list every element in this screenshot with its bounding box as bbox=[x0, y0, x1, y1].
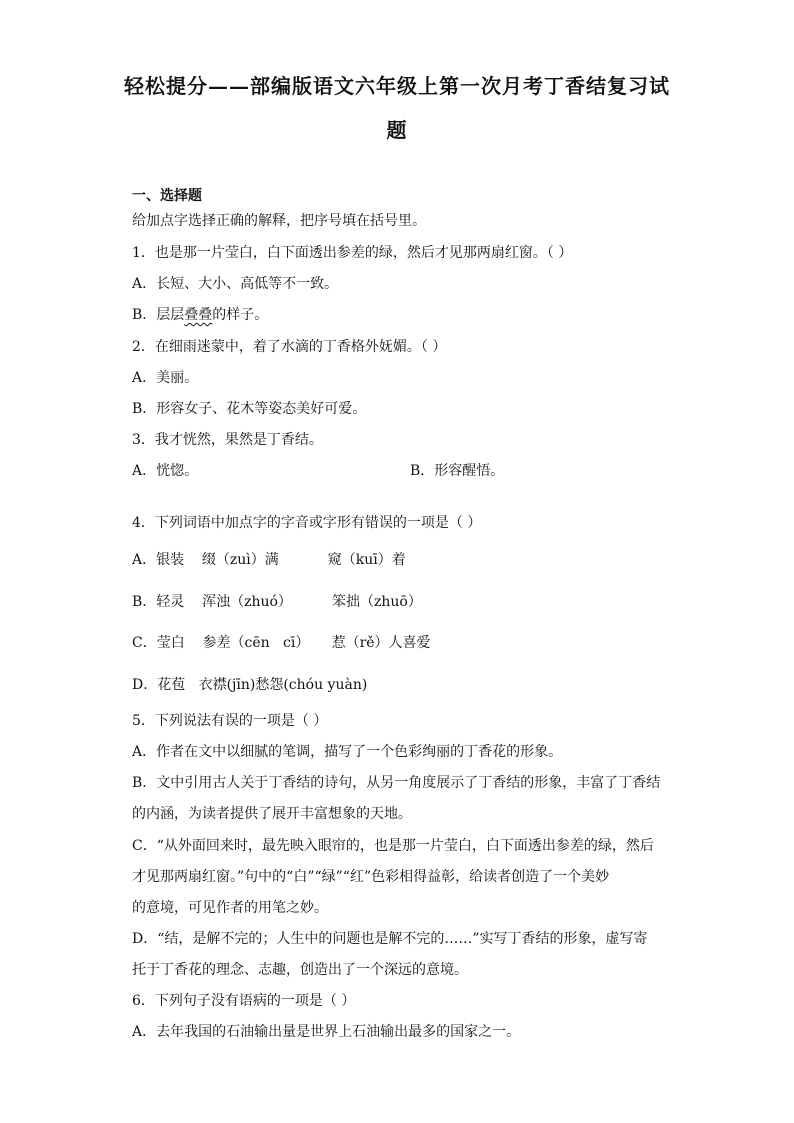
option-b-prefix: B．层层 bbox=[132, 307, 185, 323]
question-3-option-b: B．形容醒悟。 bbox=[410, 463, 505, 479]
page-title-line-2: 题 bbox=[386, 118, 408, 142]
question-5-option-a: A．作者在文中以细腻的笔调，描写了一个色彩绚丽的丁香花的形象。 bbox=[132, 744, 563, 760]
question-5-option-d-line-2: 托于丁香花的理念、志趣，创造出了一个深远的意境。 bbox=[132, 962, 468, 978]
question-5-option-d-line-1: D．“结，是解不完的；人生中的问题也是解不完的……”实写丁香结的形象，虚写寄 bbox=[132, 931, 648, 947]
question-2-option-a: A．美丽。 bbox=[132, 370, 199, 386]
question-1-option-b bbox=[132, 305, 268, 325]
page-title-line-1: 轻松提分——部编版语文六年级上第一次月考丁香结复习试 bbox=[124, 74, 670, 98]
question-4-option-c: C．莹白 参差（cēn cī） 惹（rě）人喜爱 bbox=[132, 635, 431, 651]
question-4-option-b: B．轻灵 浑浊（zhuó） 笨拙（zhuō） bbox=[132, 594, 422, 610]
question-5-stem: 5．下列说法有误的一项是（ ） bbox=[132, 713, 328, 729]
question-4-option-d: D．花苞 衣襟(jīn)愁怨(chóu yuàn) bbox=[132, 677, 368, 693]
question-5-option-c-line-3: 的意境，可见作者的用笔之妙。 bbox=[132, 900, 328, 916]
question-5-option-c-line-1: C．“从外面回来时，最先映入眼帘的，也是那一片莹白，白下面透出参差的绿，然后 bbox=[132, 838, 654, 854]
question-5-option-b-line-1: B．文中引用古人关于丁香结的诗句，从另一角度展示了丁香结的形象，丰富了丁香结 bbox=[132, 775, 661, 791]
question-1-option-a: A．长短、大小、高低等不一致。 bbox=[132, 276, 339, 292]
question-3-stem: 3．我才恍然，果然是丁香结。 bbox=[132, 432, 323, 448]
question-1-stem: 1．也是那一片莹白，白下面透出参差的绿，然后才见那两扇红窗。（ ） bbox=[132, 245, 573, 261]
section-instruction: 给加点字选择正确的解释，把序号填在括号里。 bbox=[132, 213, 426, 229]
question-6-option-a: A．去年我国的石油输出量是世界上石油输出最多的国家之一。 bbox=[132, 1024, 521, 1040]
marked-word: 叠叠 bbox=[184, 307, 213, 323]
option-b-suffix: 的样子。 bbox=[212, 307, 269, 323]
question-4-option-a: A．银装 缀（zuì）满 窥（kuī）着 bbox=[132, 552, 406, 568]
question-4-stem: 4．下列词语中加点字的字音或字形有错误的一项是（ ） bbox=[132, 515, 482, 531]
question-6-stem: 6．下列句子没有语病的一项是（ ） bbox=[132, 993, 356, 1009]
question-5-option-b-line-2: 的内涵，为读者提供了展开丰富想象的天地。 bbox=[132, 806, 412, 822]
question-5-option-c-line-2: 才见那两扇红窗。”句中的“白”“绿”“红”色彩相得益彰，给读者创造了一个美妙 bbox=[132, 869, 610, 885]
question-3-option-a: A．恍惚。 bbox=[132, 463, 199, 479]
question-2-stem: 2．在细雨迷蒙中，着了水滴的丁香格外妩媚。（ ） bbox=[132, 339, 447, 355]
section-heading: 一、选择题 bbox=[132, 188, 202, 204]
question-2-option-b: B．形容女子、花木等姿态美好可爱。 bbox=[132, 401, 367, 417]
